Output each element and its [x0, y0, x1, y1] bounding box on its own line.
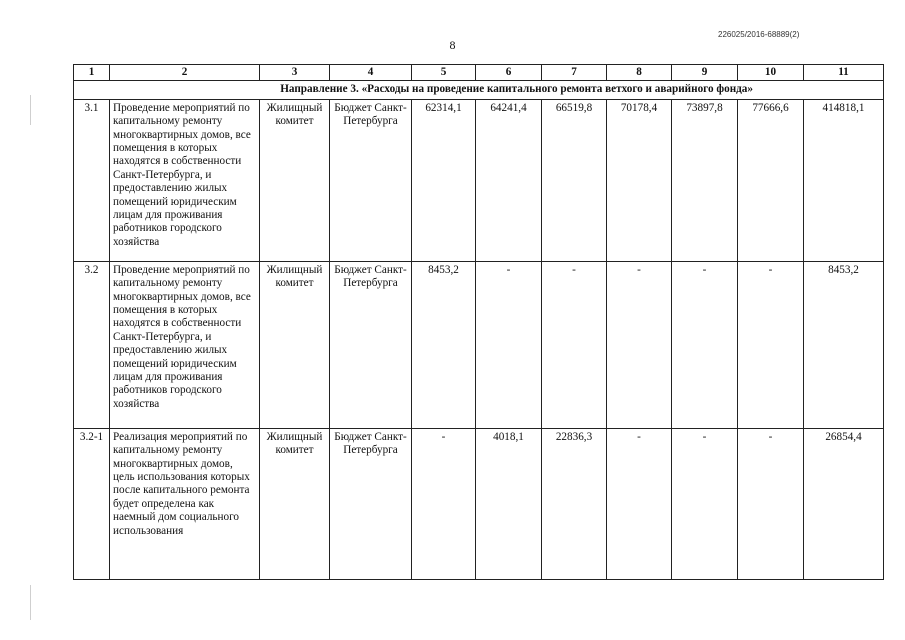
- column-number: 1: [74, 65, 110, 81]
- page-number: 8: [449, 38, 456, 52]
- row-value: 22836,3: [542, 428, 607, 579]
- margin-mark-bottom: [30, 585, 31, 620]
- row-value: 77666,6: [738, 99, 804, 261]
- row-value: -: [607, 261, 672, 428]
- row-value: -: [412, 428, 476, 579]
- row-total: 414818,1: [804, 99, 884, 261]
- column-number: 4: [330, 65, 412, 81]
- row-executor: Жилищный комитет: [260, 428, 330, 579]
- row-source: Бюджет Санкт-Петербурга: [330, 261, 412, 428]
- column-number-row: [74, 65, 884, 81]
- row-value: 66519,8: [542, 99, 607, 261]
- row-source: Бюджет Санкт-Петербурга: [330, 428, 412, 579]
- row-executor: Жилищный комитет: [260, 261, 330, 428]
- column-number: 11: [804, 65, 884, 81]
- row-value: 70178,4: [607, 99, 672, 261]
- column-number: 3: [260, 65, 330, 81]
- section-title: Направление 3. «Расходы на проведение капитального ремонта ветхого и аварийного фонда»: [74, 81, 884, 99]
- document-code: 226025/2016-68889(2): [718, 30, 800, 39]
- row-value: -: [738, 428, 804, 579]
- row-name: Проведение мероприятий по капитальному ремонту многоквартирных домов, все помещения в которых находятся в собственности Санкт-Петербурга, и предоставлению жилых помещений юридическим лицам для проживания работников городского хозяйства: [110, 261, 260, 428]
- row-value: 8453,2: [412, 261, 476, 428]
- row-value: 64241,4: [476, 99, 542, 261]
- column-number: 7: [542, 65, 607, 81]
- margin-mark-top: [30, 95, 31, 125]
- row-name: Проведение мероприятий по капитальному ремонту многоквартирных домов, все помещения в которых находятся в собственности Санкт-Петербурга, и предоставлению жилых помещений юридическим лицам для проживания работников городского хозяйства: [110, 99, 260, 261]
- row-executor: Жилищный комитет: [260, 99, 330, 261]
- row-total: 26854,4: [804, 428, 884, 579]
- column-number: 9: [672, 65, 738, 81]
- row-total: 8453,2: [804, 261, 884, 428]
- budget-table: [73, 64, 884, 580]
- column-number: 5: [412, 65, 476, 81]
- row-value: -: [738, 261, 804, 428]
- table-row: [74, 99, 884, 261]
- row-value: 62314,1: [412, 99, 476, 261]
- row-source: Бюджет Санкт-Петербурга: [330, 99, 412, 261]
- row-number: 3.1: [74, 99, 110, 261]
- column-number: 2: [110, 65, 260, 81]
- row-number: 3.2-1: [74, 428, 110, 579]
- row-value: 73897,8: [672, 99, 738, 261]
- row-value: -: [476, 261, 542, 428]
- row-value: -: [672, 261, 738, 428]
- column-number: 8: [607, 65, 672, 81]
- table-row: [74, 428, 884, 579]
- row-value: 4018,1: [476, 428, 542, 579]
- row-name: Реализация мероприятий по капитальному ремонту многоквартирных домов, цель использования которых после капитального ремонта будет определена как наемный дом социального использования: [110, 428, 260, 579]
- column-number: 10: [738, 65, 804, 81]
- table-row: [74, 261, 884, 428]
- row-value: -: [607, 428, 672, 579]
- section-title-row: [74, 81, 884, 99]
- column-number: 6: [476, 65, 542, 81]
- row-number: 3.2: [74, 261, 110, 428]
- row-value: -: [542, 261, 607, 428]
- row-value: -: [672, 428, 738, 579]
